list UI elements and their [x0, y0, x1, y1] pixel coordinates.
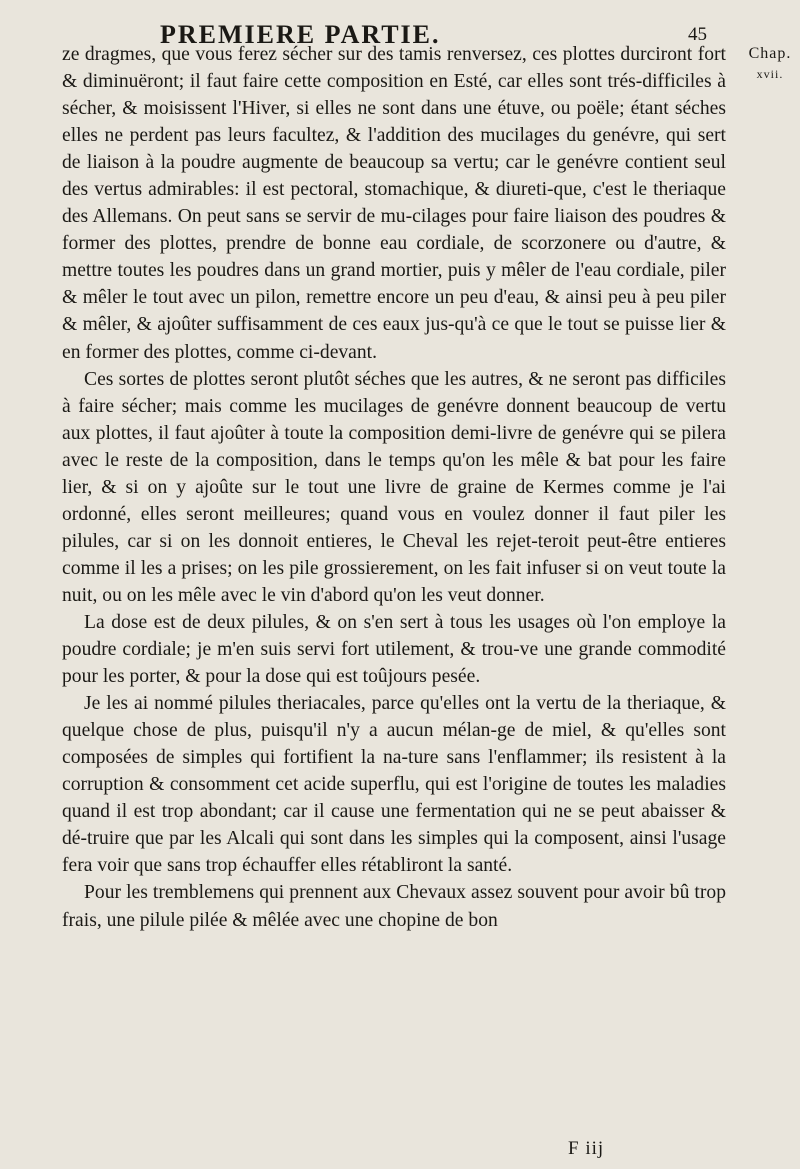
chapter-margin-note [742, 44, 798, 84]
paragraph-1: ze dragmes, que vous ferez sécher sur des tamis renversez, ces plottes durciront fort & diminuëront; il faut faire cette composition en Esté, car elles sont trés-difficiles à sécher, & moisissent l'Hiver, si elles ne sont dans une étuve, ou poële; étant séches elles ne perdent pas leurs facultez, & l'addition des mucilages du genévre, qui sert de liaison à la poudre augmente de beaucoup sa vertu; car le genévre contient seul des vertus admirables: il est pectoral, stomachique, & diureti-que, c'est le theriaque des Allemans. On peut sans se servir de mu-cilages pour faire liaison des poudres & former des plottes, prendre de bonne eau cordiale, de scorzonere ou d'autre, & mettre toutes les poudres dans un grand mortier, puis y mêler de l'eau cordiale, piler & mêler le tout avec un pilon, remettre encore un peu d'eau, & ainsi peu à peu piler & mêler, & ajoûter suffisamment de ces eaux jus-qu'à ce que le tout se puisse lier & en former des plottes, comme ci-devant. [62, 44, 726, 363]
paragraph-5: Pour les tremblemens qui prennent aux Chevaux assez souvent pour avoir bû trop frais, une pilule pilée & mêlée avec une chopine de bon [62, 882, 726, 931]
margin-note-number: xvii. [756, 67, 784, 81]
paragraph-4: Je les ai nommé pilules theriacales, parce qu'elles ont la vertu de la theriaque, & quelque chose de plus, puisqu'il n'y a aucun mélan-ge de miel, & qu'elles sont composées de simples qui fortifient la na-ture sans l'enflammer; ils resistent à la corruption & consomment cet acide superflu, qui est l'origine de toutes les maladies quand il est trop abondant; car il cause une fermentation qui ne se peut abaisser & dé-truire que par les Alcali qui sont dans les simples qui la composent, ainsi l'usage fera voir que sans trop échauffer elles rétabliront la santé. [62, 693, 726, 877]
page-number: 45 [688, 24, 707, 45]
paragraph-2: Ces sortes de plottes seront plutôt séches que les autres, & ne seront pas difficiles à faire sécher; mais comme les mucilages de genévre donnent beaucoup de vertu aux plottes, il faut ajoûter à toute la composition demi-livre de genévre qui se pilera avec le reste de la composition, dans le temps qu'on les mêle & bat pour les faire lier, & si on y ajoûte sur le tout une livre de graine de Kermes comme je l'ai ordonné, elles seront meilleures; quand vous en voulez donner il faut piler les pilules, car si on les donnoit entieres, le Cheval les rejet-teroit peut-être entieres comme il les a prises; on les pile grossierement, on les fait infuser si on veut toute la nuit, ou on les mêle avec le vin d'abord qu'on les veut donner. [62, 368, 726, 606]
body-text [62, 41, 726, 934]
running-title: PREMIERE PARTIE. [160, 20, 441, 49]
margin-note-chap: Chap. [748, 45, 792, 62]
paragraph-3: La dose est de deux pilules, & on s'en sert à tous les usages où l'on employe la poudre cordiale; je m'en suis servi fort utilement, & trou-ve une grande commodité pour les porter, & pour la dose qui est toûjours pesée. [62, 611, 726, 688]
signature-mark: F iij [568, 1138, 605, 1159]
